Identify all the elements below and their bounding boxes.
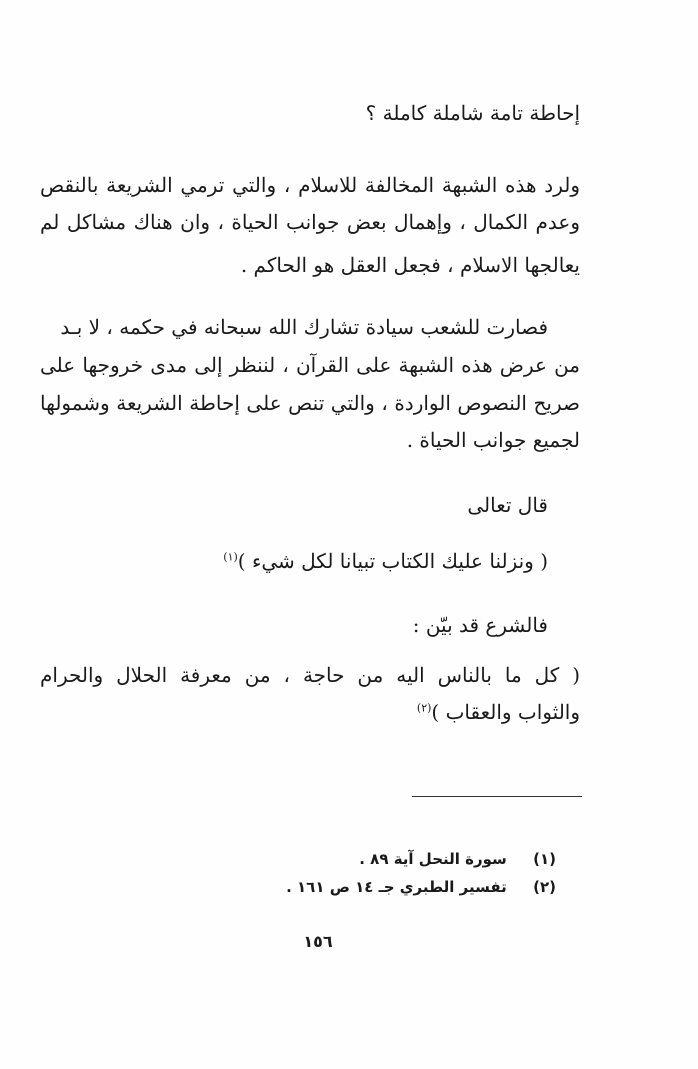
text-line-1 <box>366 98 580 128</box>
quran-intro: قال تعالى <box>467 493 548 517</box>
text-line-12 <box>40 660 580 690</box>
text-line-13 <box>417 697 580 727</box>
quote-line-2: والثواب والعقاب ) <box>431 700 580 724</box>
text-line-9 <box>467 490 548 520</box>
footnote-ref-2: (٢) <box>416 701 432 715</box>
heading-question: إحاطة تامة شاملة كاملة ؟ <box>365 101 580 125</box>
paragraph-2-line-1: فصارت للشعب سيادة تشارك الله سبحانه في حكمه ، لا بـد <box>60 315 548 339</box>
paragraph-1-line-3: يعالجها الاسلام ، فجعل العقل هو الحاكم . <box>240 253 580 277</box>
footnote-separator <box>412 796 582 797</box>
text-line-3 <box>40 207 580 237</box>
text-line-10 <box>223 546 548 576</box>
paragraph-2-line-4: لجميع جوانب الحياة . <box>406 428 580 452</box>
quote-line-1: ( كل ما بالناس اليه من حاجة ، من معرفة الحلال والحرام <box>40 663 580 687</box>
text-line-6 <box>40 350 580 380</box>
footnote-1-text: سورة النحل آية ٨٩ . <box>359 850 507 868</box>
paragraph-1-line-2: وعدم الكمال ، وإهمال بعض جوانب الحياة ، وان هناك مشاكل لم <box>40 210 580 234</box>
footnote-1 <box>359 848 556 870</box>
text-line-11 <box>413 610 548 640</box>
footnote-1-number: (١) <box>533 850 556 868</box>
footnote-2-number: (٢) <box>533 878 556 896</box>
paragraph-2-line-2: من عرض هذه الشبهة على القرآن ، لننظر إلى مدى خروجها على <box>40 353 580 377</box>
sharia-statement: فالشرع قد بيّن : <box>412 613 548 637</box>
paragraph-2-line-3: صريح النصوص الواردة ، والتي تنص على إحاطة الشريعة وشمولها <box>40 391 580 415</box>
paragraph-1-line-1: ولرد هذه الشبهة المخالفة للاسلام ، والتي ترمي الشريعة بالنقص <box>40 173 580 197</box>
text-line-7 <box>40 388 580 418</box>
text-line-5 <box>40 312 548 342</box>
quran-verse: ( ونزلنا عليك الكتاب تبيانا لكل شيء ) <box>237 549 548 573</box>
footnote-ref-1: (١) <box>223 550 238 564</box>
text-line-2 <box>40 170 580 200</box>
text-line-4 <box>241 250 580 280</box>
page-number: ١٥٦ <box>303 932 333 951</box>
text-line-8 <box>407 425 580 455</box>
footnote-2 <box>286 876 556 898</box>
footnote-2-text: تفسير الطبري جـ ١٤ ص ١٦١ . <box>286 878 507 896</box>
